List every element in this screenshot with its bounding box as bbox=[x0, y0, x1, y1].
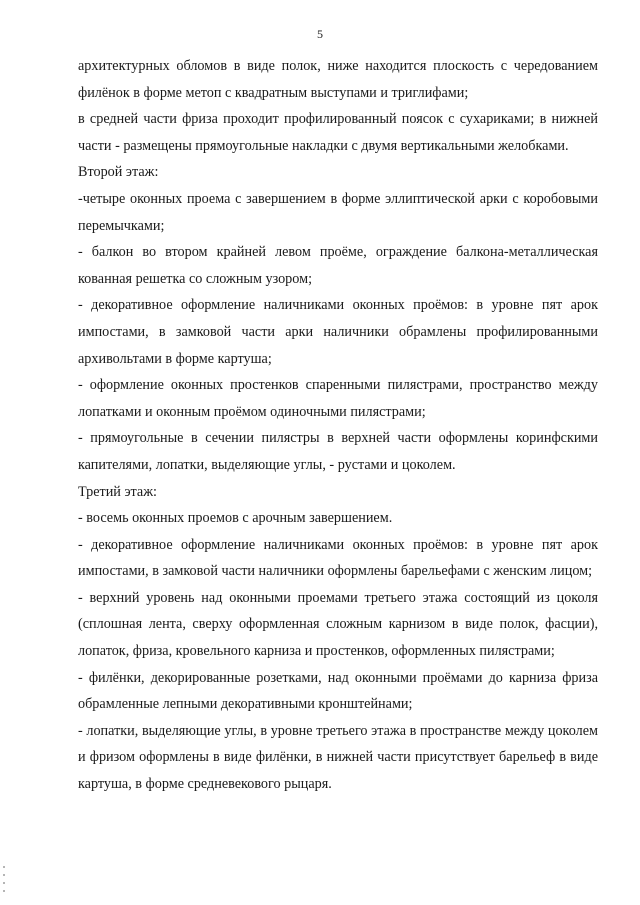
list-item: -четыре оконных проема с завершением в форме эллиптической арки с коробовыми перемычками; bbox=[78, 190, 598, 234]
body-text bbox=[78, 53, 598, 798]
section-heading-second-floor: Второй этаж: bbox=[78, 164, 159, 181]
paragraph: архитектурных обломов в виде полок, ниже находится плоскость с чередованием филёнок в форме метоп с квадратным выступами и триглифами; bbox=[78, 58, 598, 101]
scan-dot bbox=[3, 882, 5, 884]
list-item: - восемь оконных проемов с арочным завершением. bbox=[78, 510, 393, 527]
list-item: - балкон во втором крайней левом проёме, ограждение балкона-металлическая кованная решетка со сложным узором; bbox=[78, 244, 598, 287]
list-item: - прямоугольные в сечении пилястры в верхней части оформлены коринфскими капителями, лопатки, выделяющие углы, - рустами и цоколем. bbox=[78, 430, 598, 473]
list-item: - верхний уровень над оконными проемами третьего этажа состоящий из цоколя (сплошная лента, сверху оформленная сложным карнизом в виде полок, фасции), лопаток, фриза, кровельного карниза и простенков, оформленных пилястрами; bbox=[78, 589, 598, 660]
paragraph: в средней части фриза проходит профилированный поясок с сухариками; в нижней части - размещены прямоугольные накладки с двумя вертикальными желобками. bbox=[78, 111, 598, 154]
list-item: - филёнки, декорированные розетками, над оконными проёмами до карниза фриза обрамленные лепными декоративными кронштейнами; bbox=[78, 669, 598, 713]
list-item: - оформление оконных простенков спаренными пилястрами, пространство между лопатками и оконным проёмом одиночными пилястрами; bbox=[78, 377, 598, 420]
scan-margin-marks bbox=[2, 860, 8, 905]
scan-dot bbox=[3, 866, 5, 868]
scan-dot bbox=[3, 890, 5, 892]
list-item: - декоративное оформление наличниками оконных проёмов: в уровне пят арок импостами, в замковой части арки наличники обрамлены профилированными архивольтами в форме картуша; bbox=[78, 297, 598, 367]
scan-dot bbox=[3, 874, 5, 876]
page-number: 5 bbox=[317, 27, 323, 41]
section-heading-third-floor: Третий этаж: bbox=[78, 483, 157, 500]
list-item: - декоративное оформление наличниками оконных проёмов: в уровне пят арок импостами, в замковой части наличники оформлены барельефами с женским лицом; bbox=[78, 536, 598, 580]
list-item: - лопатки, выделяющие углы, в уровне третьего этажа в пространстве между цоколем и фризом оформлены в виде филёнки, в нижней части присутствует барельеф в виде картуша, в форме средневекового рыцаря. bbox=[78, 722, 598, 793]
